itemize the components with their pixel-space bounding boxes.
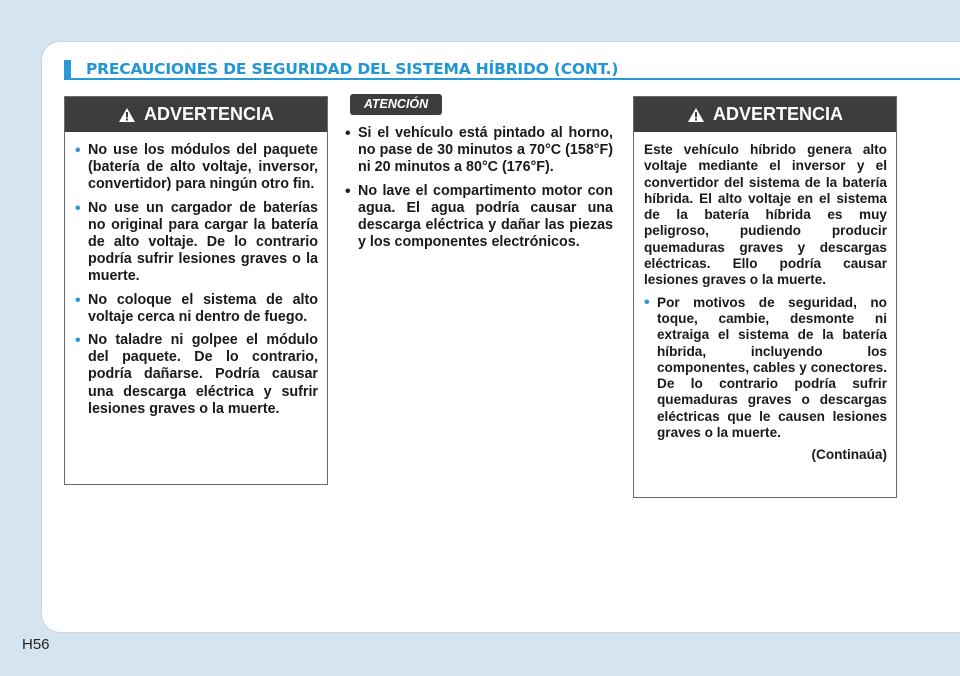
page-number: H56 — [22, 636, 50, 653]
warning-triangle-icon — [118, 107, 136, 123]
warning-triangle-icon — [687, 107, 705, 123]
list-item: • No taladre ni golpee el módulo del paquete. De lo contrario, podría dañarse. Podría causar una descarga eléctrica y sufrir lesiones graves o la muerte. — [75, 332, 318, 418]
list-item: • No coloque el sistema de alto voltaje cerca ni dentro de fuego. — [75, 292, 318, 326]
title-accent-bar — [64, 60, 71, 78]
list-item: • Por motivos de seguridad, no toque, cambie, desmonte ni extraiga el sistema de la batería híbrida, incluyendo los componentes, cables y conectores. De lo contrario podría sufrir quemaduras graves o descargas eléctricas que le causen lesiones graves o la muerte. — [644, 295, 887, 442]
page-title: PRECAUCIONES DE SEGURIDAD DEL SISTEMA HÍBRIDO (CONT.) — [86, 60, 619, 78]
left-warning-box — [64, 96, 328, 485]
caution-text — [345, 125, 613, 257]
list-item: • Si el vehículo está pintado al horno, no pase de 30 minutos a 70°C (158°F) ni 20 minutos a 80°C (176°F). — [345, 125, 613, 177]
title-rule — [64, 78, 960, 80]
right-warning-heading: ADVERTENCIA — [712, 104, 843, 124]
section-header — [64, 58, 960, 80]
list-item: • No use un cargador de baterías no original para cargar la batería de alto voltaje. De lo contrario podría sufrir lesiones graves o la muerte. — [75, 200, 318, 286]
right-warning-box — [633, 96, 897, 498]
left-warning-heading: ADVERTENCIA — [143, 104, 274, 124]
caution-tag: ATENCIÓN — [350, 94, 442, 115]
left-warning-header — [65, 97, 327, 132]
right-warning-body — [634, 132, 896, 472]
right-warning-intro: Este vehículo híbrido genera alto voltaje mediante el inversor y el convertidor del sistema de la batería híbrida. El alto voltaje en el sistema de la batería híbrida es muy peligroso, pudiendo producir quemaduras graves y descargas eléctricas. Ello podría causar lesiones graves o la muerte. — [644, 142, 887, 288]
list-item: • No lave el compartimento motor con agua. El agua podría causar una descarga eléctrica y dañar las piezas y los componentes electrónicos. — [345, 183, 613, 252]
list-item: • No use los módulos del paquete (batería de alto voltaje, inversor, convertidor) para ningún otro fin. — [75, 142, 318, 194]
right-warning-header — [634, 97, 896, 132]
left-warning-body — [65, 132, 327, 432]
continued-label: (Continaúa) — [811, 447, 887, 463]
